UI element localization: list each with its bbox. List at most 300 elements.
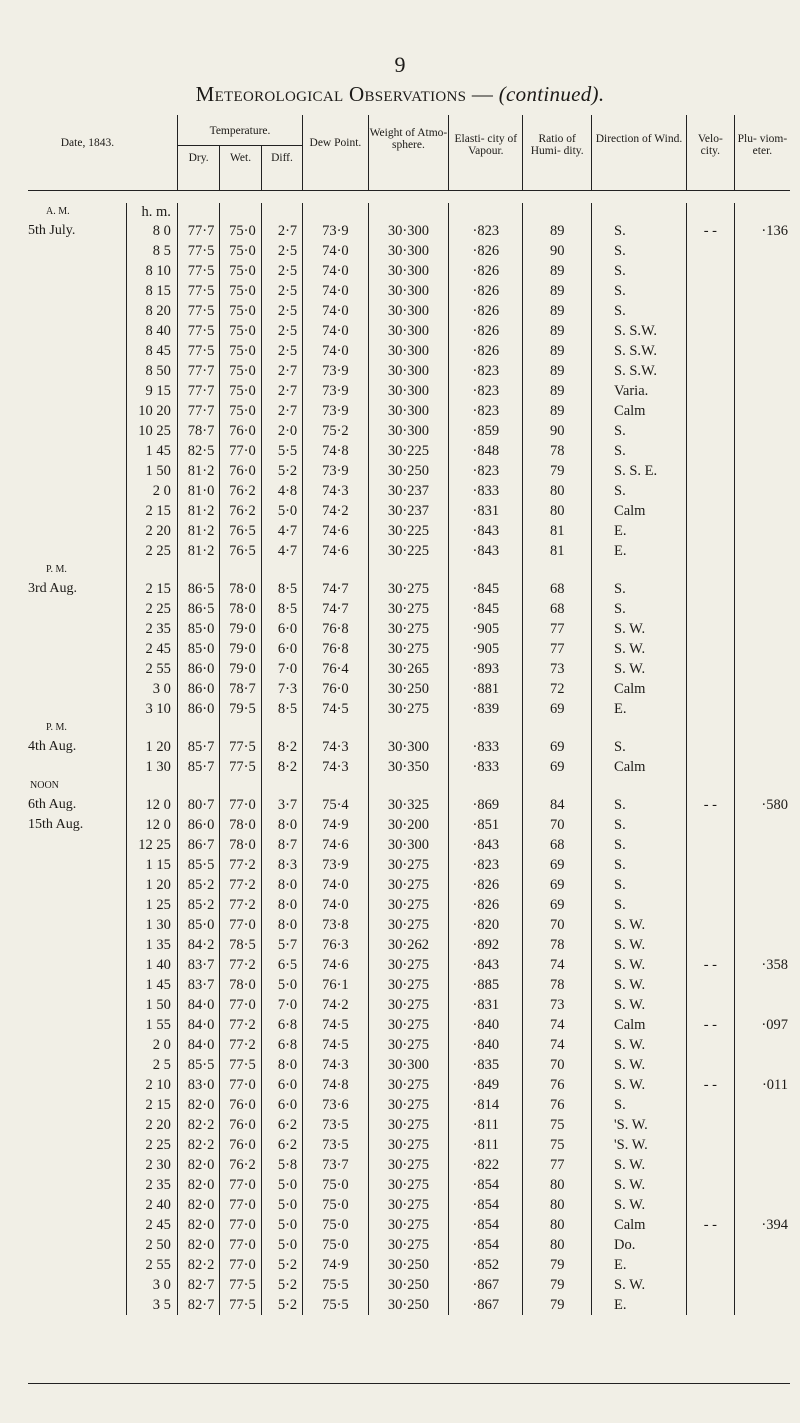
- row-direction: S. W.: [592, 619, 687, 639]
- row-date: [28, 1115, 126, 1135]
- row-diff: 2·5: [261, 241, 302, 261]
- row-dry: 86·0: [177, 815, 220, 835]
- row-dry: 86·5: [177, 579, 220, 599]
- table-row: [28, 341, 790, 361]
- row-velocity: [686, 261, 734, 281]
- row-elasticity: ·893: [449, 659, 523, 679]
- row-time: 1 35: [126, 935, 177, 955]
- row-elasticity: ·833: [449, 757, 523, 777]
- row-direction: S. W.: [592, 639, 687, 659]
- row-diff: 5·0: [261, 975, 302, 995]
- row-time: 12 25: [126, 835, 177, 855]
- row-pluviometer: [734, 1055, 790, 1075]
- row-pluviometer: [734, 915, 790, 935]
- row-pluviometer: [734, 935, 790, 955]
- row-date: [28, 855, 126, 875]
- row-time: 8 5: [126, 241, 177, 261]
- table-row: [28, 1215, 790, 1235]
- row-velocity: - -: [686, 955, 734, 975]
- row-humidity: 80: [523, 481, 592, 501]
- row-pluviometer: [734, 381, 790, 401]
- row-pluviometer: [734, 1095, 790, 1115]
- row-time: 1 50: [126, 461, 177, 481]
- row-pluviometer: ·097: [734, 1015, 790, 1035]
- row-time: 2 0: [126, 481, 177, 501]
- row-time: 2 0: [126, 1035, 177, 1055]
- row-humidity: 75: [523, 1135, 592, 1155]
- row-humidity: [523, 719, 592, 737]
- row-velocity: [686, 1175, 734, 1195]
- row-velocity: [686, 699, 734, 719]
- row-humidity: 81: [523, 521, 592, 541]
- row-pluviometer: ·358: [734, 955, 790, 975]
- row-pluviometer: [734, 895, 790, 915]
- row-elasticity: ·823: [449, 381, 523, 401]
- row-weight: 30·262: [368, 935, 449, 955]
- row-weight: 30·225: [368, 441, 449, 461]
- row-dry: 82·7: [177, 1275, 220, 1295]
- row-humidity: 78: [523, 441, 592, 461]
- row-humidity: 81: [523, 541, 592, 561]
- row-dry: 83·7: [177, 955, 220, 975]
- row-direction: S.: [592, 579, 687, 599]
- row-wet: 78·0: [220, 599, 261, 619]
- row-velocity: [686, 599, 734, 619]
- row-wet: 77·5: [220, 737, 261, 757]
- row-elasticity: ·840: [449, 1035, 523, 1055]
- row-velocity: [686, 1235, 734, 1255]
- row-wet: 77·5: [220, 757, 261, 777]
- row-dry: 82·0: [177, 1235, 220, 1255]
- row-wet: 77·5: [220, 1275, 261, 1295]
- row-pluviometer: [734, 341, 790, 361]
- row-date: [28, 1055, 126, 1075]
- table-row: [28, 301, 790, 321]
- row-direction: S. S.W.: [592, 361, 687, 381]
- row-wet: 75·0: [220, 261, 261, 281]
- row-pluviometer: [734, 1295, 790, 1315]
- row-time: 3 0: [126, 679, 177, 699]
- row-pluviometer: [734, 401, 790, 421]
- row-humidity: 76: [523, 1075, 592, 1095]
- row-dry: 85·0: [177, 619, 220, 639]
- row-direction: [592, 777, 687, 795]
- row-humidity: 77: [523, 619, 592, 639]
- table-row: [28, 1135, 790, 1155]
- row-weight: 30·275: [368, 579, 449, 599]
- row-direction: E.: [592, 541, 687, 561]
- row-date: [28, 381, 126, 401]
- row-wet: 77·0: [220, 441, 261, 461]
- row-diff: 8·5: [261, 599, 302, 619]
- row-velocity: [686, 301, 734, 321]
- table-row: [28, 1115, 790, 1135]
- row-direction: S.: [592, 261, 687, 281]
- row-velocity: [686, 855, 734, 875]
- row-dew: [303, 203, 368, 221]
- header-humidity: Ratio of Humi- dity.: [523, 115, 592, 191]
- row-date: [28, 619, 126, 639]
- row-direction: S. W.: [592, 1035, 687, 1055]
- table-row: [28, 1095, 790, 1115]
- table-row: [28, 1055, 790, 1075]
- row-diff: 6·0: [261, 639, 302, 659]
- row-diff: 8·0: [261, 815, 302, 835]
- row-direction: S.: [592, 221, 687, 241]
- row-direction: S. W.: [592, 1155, 687, 1175]
- table-row: [28, 855, 790, 875]
- row-pluviometer: [734, 541, 790, 561]
- header-weight: Weight of Atmo- sphere.: [368, 115, 449, 191]
- row-wet: 75·0: [220, 221, 261, 241]
- row-dew: 74·9: [303, 815, 368, 835]
- row-dew: 76·0: [303, 679, 368, 699]
- table-row: [28, 1155, 790, 1175]
- row-wet: 77·2: [220, 1015, 261, 1035]
- header-velocity: Velo- city.: [686, 115, 734, 191]
- row-weight: 30·275: [368, 1195, 449, 1215]
- row-elasticity: ·833: [449, 737, 523, 757]
- row-direction: S.: [592, 855, 687, 875]
- row-humidity: 89: [523, 361, 592, 381]
- table-row: [28, 975, 790, 995]
- row-elasticity: [449, 777, 523, 795]
- row-elasticity: ·843: [449, 835, 523, 855]
- row-date: [28, 1095, 126, 1115]
- row-dry: 77·5: [177, 341, 220, 361]
- row-wet: 78·0: [220, 579, 261, 599]
- row-humidity: 89: [523, 401, 592, 421]
- row-humidity: 78: [523, 935, 592, 955]
- row-dew: 74·6: [303, 541, 368, 561]
- row-time: h. m.: [126, 203, 177, 221]
- row-time: 2 25: [126, 1135, 177, 1155]
- row-diff: 6·2: [261, 1135, 302, 1155]
- row-weight: 30·250: [368, 1295, 449, 1315]
- row-date: [28, 1295, 126, 1315]
- table-row: [28, 815, 790, 835]
- row-time: 1 20: [126, 875, 177, 895]
- row-dew: 74·9: [303, 1255, 368, 1275]
- row-pluviometer: [734, 719, 790, 737]
- row-wet: 77·2: [220, 875, 261, 895]
- row-velocity: [686, 1155, 734, 1175]
- row-direction: E.: [592, 1255, 687, 1275]
- row-pluviometer: [734, 599, 790, 619]
- row-diff: 8·5: [261, 699, 302, 719]
- row-weight: 30·237: [368, 481, 449, 501]
- row-time: 3 0: [126, 1275, 177, 1295]
- row-dew: 74·3: [303, 481, 368, 501]
- row-dew: 74·0: [303, 301, 368, 321]
- row-diff: 6·8: [261, 1035, 302, 1055]
- row-date: 4th Aug.: [28, 739, 77, 754]
- row-pluviometer: [734, 777, 790, 795]
- table-body: [28, 191, 790, 1316]
- header-diff: Diff.: [261, 146, 302, 191]
- row-weight: 30·300: [368, 737, 449, 757]
- row-elasticity: ·823: [449, 221, 523, 241]
- row-direction: S. W.: [592, 975, 687, 995]
- row-date: [28, 975, 126, 995]
- row-weight: 30·275: [368, 1075, 449, 1095]
- row-dew: 75·0: [303, 1175, 368, 1195]
- row-velocity: [686, 875, 734, 895]
- row-wet: 79·0: [220, 639, 261, 659]
- row-date: [28, 699, 126, 719]
- row-date: [28, 1215, 126, 1235]
- row-velocity: [686, 659, 734, 679]
- row-date: [28, 915, 126, 935]
- row-date: [28, 995, 126, 1015]
- table-row: [28, 241, 790, 261]
- row-humidity: [523, 203, 592, 221]
- row-dew: 73·9: [303, 855, 368, 875]
- table-row: [28, 1035, 790, 1055]
- row-direction: Calm: [592, 501, 687, 521]
- row-wet: 77·2: [220, 1035, 261, 1055]
- row-date: A. M.: [46, 206, 70, 217]
- table-row: [28, 835, 790, 855]
- row-time: 8 50: [126, 361, 177, 381]
- row-wet: 77·0: [220, 1195, 261, 1215]
- row-dry: 85·5: [177, 1055, 220, 1075]
- table-row: [28, 521, 790, 541]
- row-weight: 30·250: [368, 1255, 449, 1275]
- row-dry: 77·7: [177, 381, 220, 401]
- row-pluviometer: [734, 737, 790, 757]
- row-dew: 76·3: [303, 935, 368, 955]
- row-date: P. M.: [46, 722, 67, 733]
- row-dry: 77·5: [177, 261, 220, 281]
- row-date: [28, 241, 126, 261]
- row-diff: 5·7: [261, 935, 302, 955]
- table-row: [28, 935, 790, 955]
- row-diff: 4·7: [261, 541, 302, 561]
- row-time: 1 30: [126, 915, 177, 935]
- row-humidity: 79: [523, 461, 592, 481]
- row-elasticity: ·852: [449, 1255, 523, 1275]
- row-wet: 78·0: [220, 835, 261, 855]
- row-weight: 30·275: [368, 995, 449, 1015]
- row-weight: 30·300: [368, 241, 449, 261]
- row-wet: 75·0: [220, 281, 261, 301]
- observations-table: [28, 115, 790, 1315]
- row-weight: 30·300: [368, 1055, 449, 1075]
- row-humidity: 68: [523, 835, 592, 855]
- row-wet: 76·0: [220, 1095, 261, 1115]
- row-pluviometer: [734, 1235, 790, 1255]
- row-date: [28, 421, 126, 441]
- row-pluviometer: [734, 757, 790, 777]
- row-velocity: [686, 1275, 734, 1295]
- row-wet: 76·5: [220, 521, 261, 541]
- row-diff: 6·2: [261, 1115, 302, 1135]
- row-elasticity: ·854: [449, 1215, 523, 1235]
- row-dry: 77·5: [177, 301, 220, 321]
- row-diff: 5·8: [261, 1155, 302, 1175]
- row-humidity: [523, 777, 592, 795]
- row-direction: Calm: [592, 401, 687, 421]
- table-row: [28, 1275, 790, 1295]
- row-humidity: 90: [523, 241, 592, 261]
- row-weight: 30·225: [368, 541, 449, 561]
- row-date: [28, 1255, 126, 1275]
- row-direction: S.: [592, 815, 687, 835]
- row-velocity: [686, 1255, 734, 1275]
- row-diff: 6·5: [261, 955, 302, 975]
- row-velocity: - -: [686, 1075, 734, 1095]
- row-wet: 77·0: [220, 795, 261, 815]
- row-dew: 74·0: [303, 241, 368, 261]
- row-dry: [177, 561, 220, 579]
- row-elasticity: ·843: [449, 955, 523, 975]
- section-label-row: [28, 203, 790, 221]
- row-humidity: 70: [523, 1055, 592, 1075]
- row-velocity: [686, 777, 734, 795]
- table-row: [28, 639, 790, 659]
- table-row: [28, 915, 790, 935]
- row-diff: 5·2: [261, 1255, 302, 1275]
- row-wet: 78·5: [220, 935, 261, 955]
- row-humidity: 89: [523, 261, 592, 281]
- row-velocity: [686, 719, 734, 737]
- row-time: 8 10: [126, 261, 177, 281]
- table-row: [28, 381, 790, 401]
- row-weight: 30·300: [368, 421, 449, 441]
- row-date: [28, 875, 126, 895]
- row-time: 1 30: [126, 757, 177, 777]
- row-weight: 30·275: [368, 875, 449, 895]
- row-date: [28, 599, 126, 619]
- row-pluviometer: [734, 619, 790, 639]
- row-dew: 74·5: [303, 1015, 368, 1035]
- row-humidity: 84: [523, 795, 592, 815]
- table-row: [28, 1015, 790, 1035]
- row-dew: 74·8: [303, 441, 368, 461]
- row-pluviometer: [734, 659, 790, 679]
- row-dry: 77·5: [177, 281, 220, 301]
- row-time: 2 15: [126, 501, 177, 521]
- table-row: [28, 875, 790, 895]
- row-elasticity: [449, 719, 523, 737]
- row-wet: 77·0: [220, 1235, 261, 1255]
- row-pluviometer: [734, 1255, 790, 1275]
- row-dew: 74·7: [303, 599, 368, 619]
- row-humidity: 73: [523, 659, 592, 679]
- row-dew: 76·4: [303, 659, 368, 679]
- table-row: [28, 795, 790, 815]
- row-direction: Calm: [592, 757, 687, 777]
- row-dry: 84·0: [177, 1015, 220, 1035]
- row-dry: 85·0: [177, 915, 220, 935]
- row-pluviometer: [734, 579, 790, 599]
- row-humidity: 69: [523, 875, 592, 895]
- row-diff: 8·0: [261, 875, 302, 895]
- row-pluviometer: [734, 815, 790, 835]
- row-time: 3 10: [126, 699, 177, 719]
- row-humidity: 89: [523, 381, 592, 401]
- row-dew: 73·9: [303, 461, 368, 481]
- row-wet: 77·2: [220, 955, 261, 975]
- row-pluviometer: [734, 521, 790, 541]
- row-date: [28, 441, 126, 461]
- row-velocity: [686, 541, 734, 561]
- row-time: 2 55: [126, 1255, 177, 1275]
- row-diff: [261, 561, 302, 579]
- row-time: [126, 719, 177, 737]
- row-dew: 74·0: [303, 281, 368, 301]
- row-date: [28, 895, 126, 915]
- row-pluviometer: [734, 699, 790, 719]
- row-direction: S.: [592, 895, 687, 915]
- row-dew: 73·9: [303, 381, 368, 401]
- row-humidity: 74: [523, 1035, 592, 1055]
- row-date: [28, 261, 126, 281]
- table-row: [28, 737, 790, 757]
- row-diff: 2·7: [261, 361, 302, 381]
- row-wet: [220, 203, 261, 221]
- row-dew: [303, 777, 368, 795]
- row-elasticity: ·823: [449, 461, 523, 481]
- row-direction: S.: [592, 481, 687, 501]
- row-velocity: - -: [686, 795, 734, 815]
- row-time: 1 45: [126, 975, 177, 995]
- row-velocity: [686, 1295, 734, 1315]
- row-pluviometer: [734, 639, 790, 659]
- row-direction: S.: [592, 421, 687, 441]
- row-dew: 74·2: [303, 501, 368, 521]
- table-row: [28, 501, 790, 521]
- row-dry: [177, 719, 220, 737]
- row-diff: 5·5: [261, 441, 302, 461]
- row-elasticity: ·826: [449, 241, 523, 261]
- row-direction: S. W.: [592, 955, 687, 975]
- row-dew: 74·3: [303, 737, 368, 757]
- row-diff: 8·0: [261, 1055, 302, 1075]
- row-pluviometer: ·580: [734, 795, 790, 815]
- header-dew: Dew Point.: [303, 115, 368, 191]
- row-velocity: - -: [686, 221, 734, 241]
- row-dew: 73·9: [303, 401, 368, 421]
- row-diff: 3·7: [261, 795, 302, 815]
- row-elasticity: ·826: [449, 321, 523, 341]
- row-dry: 84·0: [177, 1035, 220, 1055]
- row-elasticity: ·839: [449, 699, 523, 719]
- row-elasticity: ·826: [449, 261, 523, 281]
- row-velocity: - -: [686, 1015, 734, 1035]
- row-time: 9 15: [126, 381, 177, 401]
- row-diff: [261, 203, 302, 221]
- row-dew: 74·0: [303, 875, 368, 895]
- row-humidity: 89: [523, 301, 592, 321]
- row-wet: 76·0: [220, 1115, 261, 1135]
- row-direction: S.: [592, 875, 687, 895]
- row-date: [28, 1195, 126, 1215]
- table-row: [28, 461, 790, 481]
- row-direction: S. W.: [592, 659, 687, 679]
- row-dew: 73·5: [303, 1115, 368, 1135]
- row-pluviometer: ·011: [734, 1075, 790, 1095]
- row-dry: [177, 777, 220, 795]
- row-time: 2 30: [126, 1155, 177, 1175]
- row-date: [28, 639, 126, 659]
- row-elasticity: ·823: [449, 401, 523, 421]
- row-diff: 7·3: [261, 679, 302, 699]
- row-wet: 77·0: [220, 915, 261, 935]
- row-dew: 74·3: [303, 1055, 368, 1075]
- row-humidity: 70: [523, 815, 592, 835]
